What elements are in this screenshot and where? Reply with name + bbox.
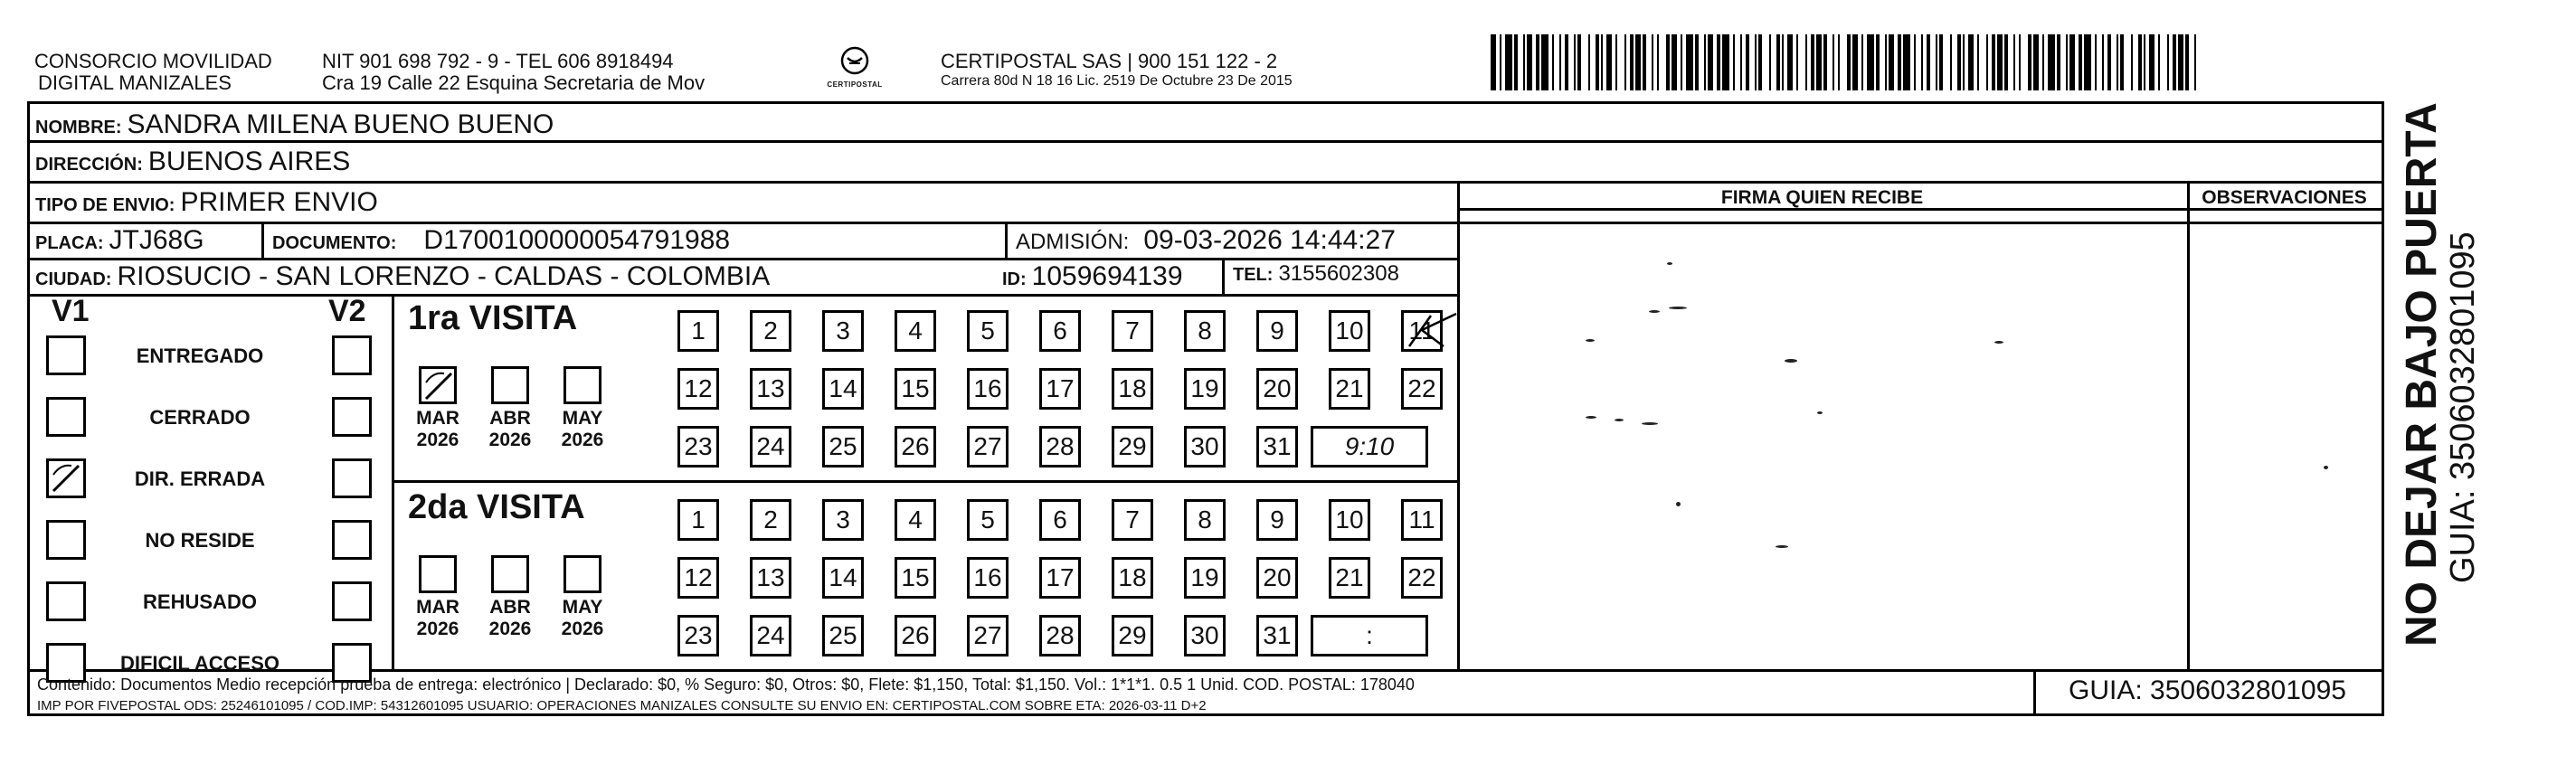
placa-value: JTJ68G xyxy=(109,225,204,255)
barcode-bar xyxy=(2124,34,2131,90)
courier-address: Carrera 80d N 18 16 Lic. 2519 De Octubre 23 De 2015 xyxy=(941,73,1293,89)
company-contact xyxy=(322,51,705,94)
visit-1-day-8[interactable]: 8 xyxy=(1184,310,1226,352)
tipo-envio-label: TIPO DE ENVIO: xyxy=(35,195,175,215)
visit-1-day-1[interactable]: 1 xyxy=(677,310,719,352)
tipo-envio-value: PRIMER ENVIO xyxy=(180,187,378,217)
v2-checkbox-dir-errada[interactable] xyxy=(332,458,372,498)
barcode-bar xyxy=(1798,34,1805,90)
visit-1-month-label: MAR xyxy=(416,408,459,429)
observaciones-header: OBSERVACIONES xyxy=(2202,187,2367,208)
visit-2-day-30[interactable]: 30 xyxy=(1184,615,1226,656)
barcode-bar xyxy=(1979,34,1986,90)
barcode-bar xyxy=(1581,34,1588,90)
visit-1-day-21[interactable]: 21 xyxy=(1329,368,1370,410)
id-label: ID: xyxy=(1002,269,1027,289)
direccion-row xyxy=(35,146,350,177)
barcode-bar xyxy=(1722,34,1729,90)
visit-1-day-22[interactable]: 22 xyxy=(1401,368,1443,410)
visit-2-day-13[interactable]: 13 xyxy=(750,557,791,599)
placa-label: PLACA: xyxy=(35,233,104,253)
visit-2-day-8[interactable]: 8 xyxy=(1184,499,1226,541)
visit-2-year-label: 2026 xyxy=(416,619,459,639)
v1-checkbox-no-reside[interactable] xyxy=(46,520,86,560)
courier-info xyxy=(941,51,1293,90)
firma-header: FIRMA QUIEN RECIBE xyxy=(1720,187,1924,208)
barcode xyxy=(1491,34,2207,90)
courier-name: CERTIPOSTAL SAS | 900 151 122 - 2 xyxy=(941,50,1278,72)
barcode-bar xyxy=(2084,34,2091,90)
visit-2-day-7[interactable]: 7 xyxy=(1112,499,1153,541)
visit-2-title: 2da VISITA xyxy=(408,488,585,526)
id-field xyxy=(1002,261,1183,292)
courier-logo-icon xyxy=(839,45,870,76)
visit-2-month-label: MAY xyxy=(562,597,603,618)
visit-1-title: 1ra VISITA xyxy=(408,299,578,337)
documento-field xyxy=(272,225,730,256)
placa-field xyxy=(35,225,204,256)
visit-2-day-15[interactable]: 15 xyxy=(895,557,936,599)
barcode-bar xyxy=(1840,34,1847,90)
v1-checkbox-dir-errada[interactable] xyxy=(46,458,86,498)
visit-2-day-9[interactable]: 9 xyxy=(1256,499,1298,541)
admision-value: 09-03-2026 14:44:27 xyxy=(1143,225,1396,255)
barcode-bar xyxy=(2021,34,2028,90)
visit-2-day-4[interactable]: 4 xyxy=(895,499,936,541)
visit-1-day-15[interactable]: 15 xyxy=(895,368,936,410)
v1-checkbox-rehusado[interactable] xyxy=(46,581,86,621)
visit-1-day-17[interactable]: 17 xyxy=(1039,368,1081,410)
visit-2-day-27[interactable]: 27 xyxy=(967,615,1009,656)
visit-2-day-17[interactable]: 17 xyxy=(1039,557,1081,599)
barcode-bar xyxy=(1903,34,1910,90)
visit-1-day-6[interactable]: 6 xyxy=(1039,310,1081,352)
visit-1-day-23[interactable]: 23 xyxy=(677,426,719,468)
visit-2-day-6[interactable]: 6 xyxy=(1039,499,1081,541)
visit-1-year-label: 2026 xyxy=(488,430,532,450)
company-nit: NIT 901 698 792 - 9 - TEL 606 8918494 xyxy=(322,50,674,72)
visit-2-day-21[interactable]: 21 xyxy=(1329,557,1370,599)
visit-1-day-20[interactable]: 20 xyxy=(1256,368,1298,410)
courier-logo xyxy=(819,45,891,98)
status-label-cerrado: CERRADO xyxy=(149,406,251,429)
visit-1-month-box-may[interactable] xyxy=(564,366,601,404)
visit-1-year-label: 2026 xyxy=(416,430,459,450)
visit-1-year-label: 2026 xyxy=(561,430,604,450)
admision-label: ADMISIÓN: xyxy=(1016,230,1130,254)
ciudad-field xyxy=(35,261,770,292)
visit-1-day-28[interactable]: 28 xyxy=(1039,426,1081,468)
visit-1-day-14[interactable]: 14 xyxy=(822,368,864,410)
id-value: 1059694139 xyxy=(1031,261,1183,291)
visit-1-month-caption xyxy=(406,408,469,451)
visit-2-day-14[interactable]: 14 xyxy=(822,557,864,599)
visit-1-day-25[interactable]: 25 xyxy=(822,426,864,468)
v1-checkbox-entregado[interactable] xyxy=(46,335,86,375)
visit-2-month-label: MAR xyxy=(416,597,459,618)
visit-2-day-2[interactable]: 2 xyxy=(750,499,791,541)
v1-checkbox-cerrado[interactable] xyxy=(46,397,86,437)
barcode-bar xyxy=(1541,34,1548,90)
visit-1-day-29[interactable]: 29 xyxy=(1112,426,1153,468)
visit-1-day-10[interactable]: 10 xyxy=(1329,310,1370,352)
no-dejar-label: NO DEJAR BAJO PUERTA xyxy=(2398,102,2446,647)
visit-2-time-box[interactable]: : xyxy=(1311,615,1428,656)
visit-2-month-caption xyxy=(551,597,614,640)
visit-1-day-30[interactable]: 30 xyxy=(1184,426,1226,468)
nombre-label: NOMBRE: xyxy=(35,118,122,137)
documento-value: D1700100000054791988 xyxy=(423,225,731,255)
status-label-dir-errada: DIR. ERRADA xyxy=(134,468,266,490)
visit-2-month-caption xyxy=(478,597,542,640)
visit-2-month-box-may[interactable] xyxy=(564,555,601,593)
visit-1-day-4[interactable]: 4 xyxy=(895,310,936,352)
side-labels xyxy=(2397,102,2551,647)
tipo-envio-row xyxy=(35,187,378,218)
footer-contenido: Contenido: Documentos Medio recepción prueba de entrega: electrónico | Declarado: $0, % Seguro: $0, Otros: $0, Flete: $1,150, Total: $1,150. Vol.: 1*1*1. 0.5 1 Unid. COD. POSTAL: 178040 xyxy=(37,675,1415,694)
barcode-bar xyxy=(2194,34,2196,90)
visit-1-day-11[interactable]: 11 xyxy=(1401,310,1443,352)
v2-checkbox-no-reside[interactable] xyxy=(332,520,372,560)
ciudad-label: CIUDAD: xyxy=(35,269,112,289)
barcode-bar xyxy=(1505,34,1512,90)
visit-2-day-20[interactable]: 20 xyxy=(1256,557,1298,599)
visit-1-day-19[interactable]: 19 xyxy=(1184,368,1226,410)
status-label-dificil-acceso: DIFICIL ACCESO xyxy=(119,652,279,675)
visit-1-month-caption xyxy=(551,408,614,451)
v2-header: V2 xyxy=(328,294,366,328)
company-name-line1: CONSORCIO MOVILIDAD xyxy=(34,50,272,72)
footer-imp: IMP POR FIVEPOSTAL ODS: 25246101095 / COD.IMP: 54312601095 USUARIO: OPERACIONES MANIZALES CONSULTE SU ENVIO EN: CERTIPOSTAL.COM SOBRE ETA: 2026-03-11 D+2 xyxy=(37,698,1207,713)
visit-2-day-25[interactable]: 25 xyxy=(822,615,864,656)
barcode-bar xyxy=(1686,34,1693,90)
direccion-label: DIRECCIÓN: xyxy=(35,155,143,175)
barcode-bar xyxy=(1943,34,1950,90)
visit-2-day-11[interactable]: 11 xyxy=(1401,499,1443,541)
visit-1-day-26[interactable]: 26 xyxy=(895,426,936,468)
visit-1-month-caption xyxy=(478,408,542,451)
visit-1-day-12[interactable]: 12 xyxy=(677,368,719,410)
barcode-bar xyxy=(1867,34,1874,90)
visit-2-day-23[interactable]: 23 xyxy=(677,615,719,656)
visit-2-day-26[interactable]: 26 xyxy=(895,615,936,656)
side-guia: GUIA: 3506032801095 xyxy=(2444,231,2482,583)
visit-1-day-24[interactable]: 24 xyxy=(750,426,791,468)
tel-value: 3155602308 xyxy=(1278,261,1399,286)
visit-1-day-31[interactable]: 31 xyxy=(1256,426,1298,468)
v2-checkbox-rehusado[interactable] xyxy=(332,581,372,621)
nombre-value: SANDRA MILENA BUENO BUENO xyxy=(127,109,554,139)
visit-2-day-1[interactable]: 1 xyxy=(677,499,719,541)
visit-2-day-18[interactable]: 18 xyxy=(1112,557,1153,599)
v1-header: V1 xyxy=(52,294,90,328)
visit-1-day-3[interactable]: 3 xyxy=(822,310,864,352)
logo-text: CERTIPOSTAL xyxy=(827,80,883,89)
visit-1-day-9[interactable]: 9 xyxy=(1256,310,1298,352)
visit-2-year-label: 2026 xyxy=(488,619,532,639)
visit-2-month-caption xyxy=(406,597,469,640)
status-label-entregado: ENTREGADO xyxy=(136,345,264,367)
visit-1-day-18[interactable]: 18 xyxy=(1112,368,1153,410)
visit-2-day-24[interactable]: 24 xyxy=(750,615,791,656)
v2-checkbox-cerrado[interactable] xyxy=(332,397,372,437)
barcode-bar xyxy=(1659,34,1666,90)
visit-1-day-16[interactable]: 16 xyxy=(967,368,1009,410)
admision-field xyxy=(1016,225,1396,256)
tel-label: TEL: xyxy=(1233,265,1274,285)
visit-2-day-10[interactable]: 10 xyxy=(1329,499,1370,541)
visit-1-day-13[interactable]: 13 xyxy=(750,368,791,410)
status-label-no-reside: NO RESIDE xyxy=(145,529,255,552)
visit-2-month-label: ABR xyxy=(489,597,531,618)
visit-1-month-label: ABR xyxy=(489,408,531,429)
visit-2-month-box-mar[interactable] xyxy=(419,555,457,593)
visit-1-month-box-mar[interactable] xyxy=(419,366,457,404)
visit-2-day-22[interactable]: 22 xyxy=(1401,557,1443,599)
visit-1-month-label: MAY xyxy=(562,408,603,429)
v2-checkbox-entregado[interactable] xyxy=(332,335,372,375)
ciudad-value: RIOSUCIO - SAN LORENZO - CALDAS - COLOMBIA xyxy=(117,261,771,291)
visit-2-day-12[interactable]: 12 xyxy=(677,557,719,599)
documento-label: DOCUMENTO: xyxy=(272,233,397,253)
visit-1-day-27[interactable]: 27 xyxy=(967,426,1009,468)
visit-1-day-5[interactable]: 5 xyxy=(967,310,1009,352)
nombre-row xyxy=(35,109,554,140)
visit-2-day-5[interactable]: 5 xyxy=(967,499,1009,541)
tel-field xyxy=(1233,261,1399,287)
company-address: Cra 19 Calle 22 Esquina Secretaria de Mov xyxy=(322,71,706,94)
visit-1-day-2[interactable]: 2 xyxy=(750,310,791,352)
barcode-bar xyxy=(1762,34,1769,90)
visit-2-month-box-abr[interactable] xyxy=(491,555,529,593)
direccion-value: BUENOS AIRES xyxy=(147,146,351,176)
visit-2-year-label: 2026 xyxy=(561,619,604,639)
visit-2-day-19[interactable]: 19 xyxy=(1184,557,1226,599)
visit-2-day-28[interactable]: 28 xyxy=(1039,615,1081,656)
status-label-rehusado: REHUSADO xyxy=(143,590,257,613)
company-name xyxy=(34,51,272,94)
delivery-form xyxy=(27,101,2384,716)
barcode-bar xyxy=(1617,34,1624,90)
visit-1-day-7[interactable]: 7 xyxy=(1112,310,1153,352)
company-name-line2: DIGITAL MANIZALES xyxy=(38,71,232,94)
barcode-bar xyxy=(2048,34,2055,90)
visit-2-day-16[interactable]: 16 xyxy=(967,557,1009,599)
barcode-bar xyxy=(2160,34,2167,90)
visit-2-day-3[interactable]: 3 xyxy=(822,499,864,541)
visit-1-month-box-abr[interactable] xyxy=(491,366,529,404)
visit-2-day-31[interactable]: 31 xyxy=(1256,615,1298,656)
footer-guia: GUIA: 3506032801095 xyxy=(2069,675,2346,705)
visit-2-day-29[interactable]: 29 xyxy=(1112,615,1153,656)
visit-1-time-box[interactable]: 9:10 xyxy=(1311,426,1428,468)
